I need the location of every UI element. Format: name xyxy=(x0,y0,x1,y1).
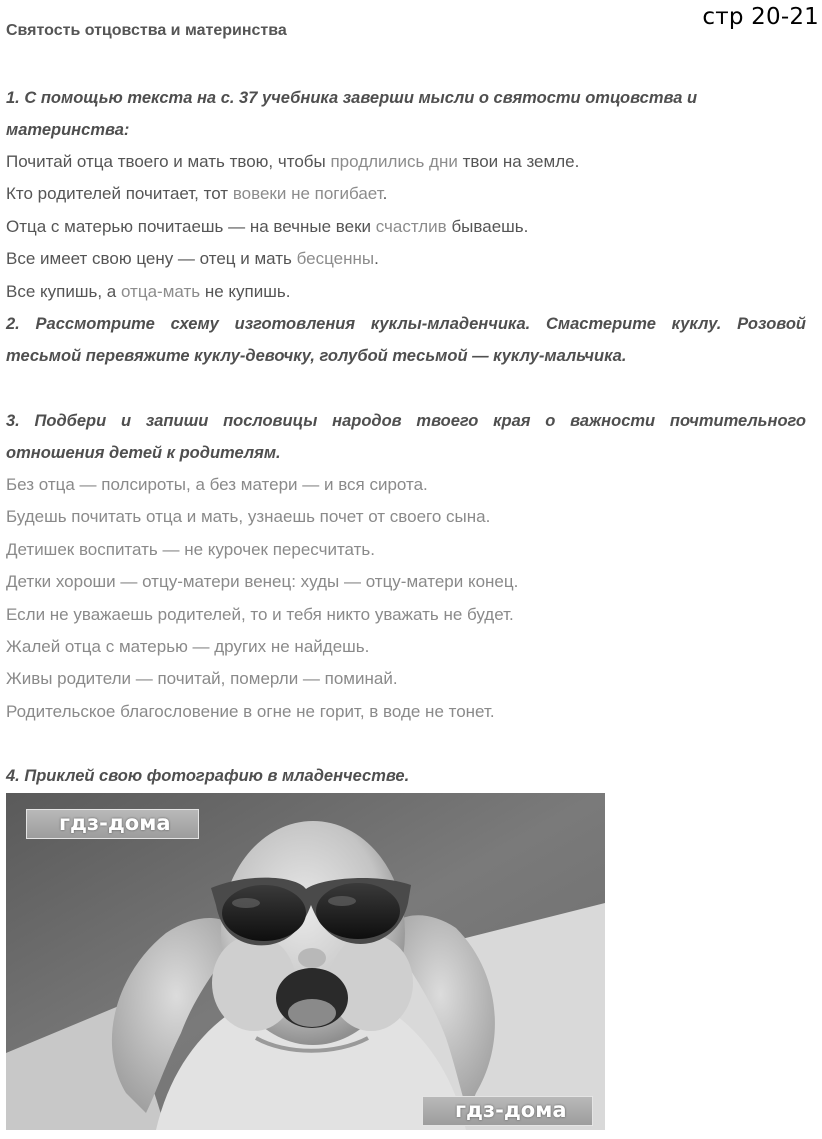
proverb: Если не уважаешь родителей, то и тебя никто уважать не будет. xyxy=(6,604,514,624)
task-1-line xyxy=(6,146,806,178)
document-title: Святость отцовства и материнства xyxy=(6,22,287,39)
baby-illustration xyxy=(6,793,605,1130)
line-text: бываешь. xyxy=(446,216,529,236)
line-text: твои на земле. xyxy=(457,152,580,171)
task-4 xyxy=(6,760,806,792)
task-2-heading: 2. Рассмотрите схему изготовления куклы-младенчика. Смастерите куклу. Розовой тесьмой перевяжите куклу-девочку, голубой тесьмой — куклу-мальчика. xyxy=(6,315,806,365)
line-text: Кто родителей почитает, тот xyxy=(6,184,233,204)
task-1-line xyxy=(6,211,806,243)
line-text: Отца с матерью почитаешь — на вечные веки xyxy=(6,216,376,236)
task-1 xyxy=(6,82,806,308)
proverb: Будешь почитать отца и мать, узнаешь почет от своего сына. xyxy=(6,507,491,527)
answer-text: продлились дни xyxy=(330,152,458,171)
task-4-heading: 4. Приклей свою фотографию в младенчестве. xyxy=(6,767,410,785)
line-text: не купишь. xyxy=(200,281,291,301)
proverb: Детки хороши — отцу-матери венец: худы — отцу-матери конец. xyxy=(6,572,519,592)
line-text: Почитай отца твоего и мать твою, чтобы xyxy=(6,152,331,171)
proverb: Жалей отца с матерью — других не найдешь. xyxy=(6,637,370,657)
proverb: Детишек воспитать — не курочек пересчитать. xyxy=(6,539,375,559)
task-1-line xyxy=(6,276,806,308)
task-1-heading: 1. С помощью текста на с. 37 учебника заверши мысли о святости отцовства и материнства: xyxy=(6,89,698,139)
proverb: Без отца — полсироты, а без матери — и вся сирота. xyxy=(6,475,428,494)
proverb: Живы родители — почитай, померли — поминай. xyxy=(6,669,398,689)
page-number: стр 20-21 xyxy=(702,4,819,30)
task-3 xyxy=(6,405,806,728)
proverb: Родительское благословение в огне не горит, в воде не тонет. xyxy=(6,701,495,721)
answer-text: бесценны xyxy=(296,249,375,269)
answer-text: отца-мать xyxy=(120,281,201,301)
line-text: . xyxy=(374,249,379,269)
task-3-heading: 3. Подбери и запиши пословицы народов твоего края о важности почтительного отношения детей к родителям. xyxy=(6,412,806,462)
line-text: Все имеет свою цену — отец и мать xyxy=(6,249,297,269)
baby-photo xyxy=(6,793,605,1130)
task-1-lines xyxy=(6,146,806,308)
answer-text: вовеки не погибает xyxy=(232,184,383,204)
task-1-line xyxy=(6,243,806,275)
task-2 xyxy=(6,308,806,372)
watermark-bottom: гдз-дома xyxy=(422,1096,593,1126)
line-text: Все купишь, а xyxy=(6,281,121,301)
line-text: . xyxy=(382,184,388,204)
answer-text: счастлив xyxy=(375,216,447,236)
proverb-list xyxy=(6,469,806,728)
task-1-line xyxy=(6,178,806,210)
watermark-top: гдз-дома xyxy=(26,809,199,839)
